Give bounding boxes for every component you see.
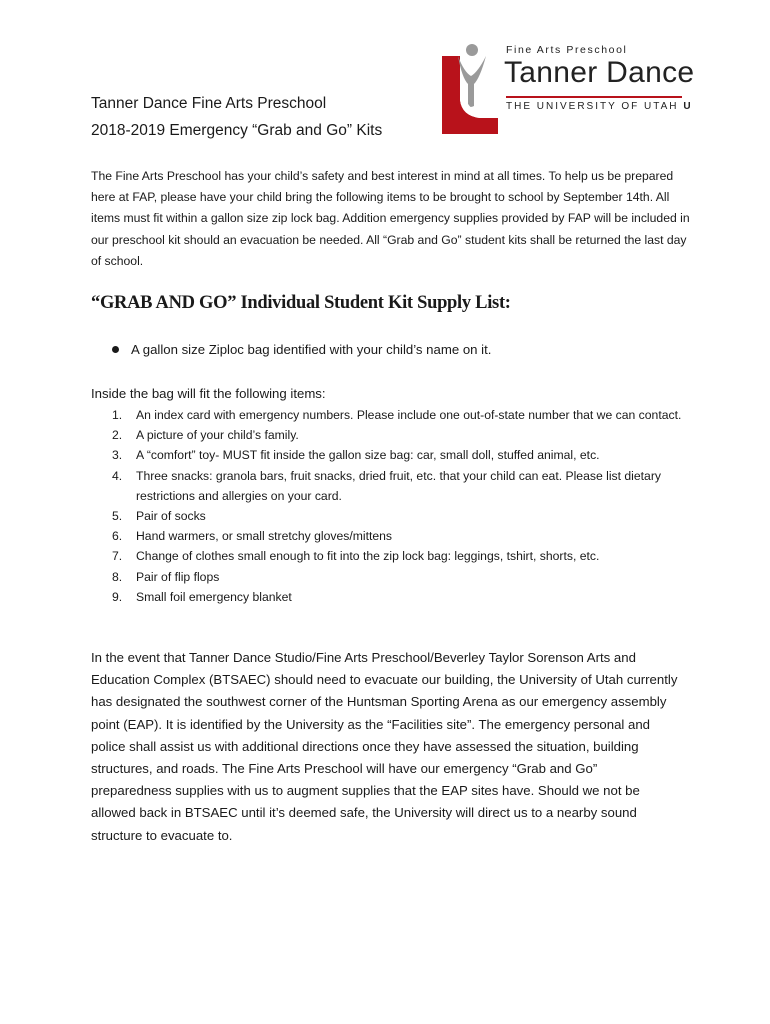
- intro-paragraph: [91, 166, 691, 272]
- supply-item-number: 9.: [112, 589, 123, 604]
- supply-item: [91, 466, 691, 506]
- supply-items-list: [91, 405, 691, 607]
- supply-item-text: A “comfort” toy- MUST fit inside the gallon size bag: car, small doll, stuffed animal, etc.: [136, 448, 600, 463]
- supply-item-number: 5.: [112, 509, 123, 524]
- supply-item-text: Pair of flip flops: [136, 569, 220, 584]
- supply-item-text: A picture of your child’s family.: [136, 428, 299, 443]
- document-title-line2: 2018-2019 Emergency “Grab and Go” Kits: [91, 122, 383, 139]
- supply-item: [91, 506, 691, 526]
- supply-item-text: Change of clothes small enough to fit into the zip lock bag: leggings, tshirt, shorts, etc.: [136, 549, 600, 564]
- supply-item-number: 4.: [112, 468, 123, 483]
- supply-item: [91, 587, 691, 607]
- logo-divider: [506, 96, 682, 98]
- dancer-logo-icon: [440, 42, 500, 134]
- supply-list-heading: “GRAB AND GO” Individual Student Kit Supply List:: [91, 293, 511, 313]
- supply-item: [91, 445, 691, 465]
- supply-item-number: 3.: [112, 448, 123, 463]
- supply-item-number: 8.: [112, 569, 123, 584]
- evacuation-paragraph: In the event that Tanner Dance Studio/Fine Arts Preschool/Beverley Taylor Sorenson Arts and Education Complex (BTSAEC) should need to evacuate our building, the University of Utah currently has designated the southwest corner of the Huntsman Sporting Arena as our emergency assembly point (EAP). It is identified by the University as the “Facilities site”. The emergency personal and police shall assist us with additional directions once they have assessed the situation, building structures, and roads. The Fine Arts Preschool will have our emergency “Grab and Go” preparedness supplies with us to augment supplies that the EAP sites have. Should we not be allowed back in BTSAEC until it’s deemed safe, the University will direct us to a nearby sound structure to evacuate to.: [91, 650, 678, 843]
- logo-tanner-dance: Tanner Dance: [504, 56, 695, 89]
- bullet-item: [112, 342, 491, 357]
- bullet-icon: [112, 346, 119, 353]
- supply-item-number: 2.: [112, 428, 123, 443]
- supply-item-number: 7.: [112, 549, 123, 564]
- supply-item-text: An index card with emergency numbers. Please include one out-of-state number that we can contact.: [136, 408, 682, 422]
- tanner-dance-logo: [440, 40, 740, 140]
- supply-item: [91, 526, 691, 546]
- supply-item-text: Pair of socks: [136, 509, 206, 524]
- logo-fine-arts-preschool: Fine Arts Preschool: [506, 44, 628, 56]
- university-u-icon: U: [683, 101, 691, 112]
- intro-text: The Fine Arts Preschool has your child’s safety and best interest in mind at all times. To help us be prepared here at FAP, please have your child bring the following items to be brought to school by September 14th. All items must fit within a gallon size zip lock bag. Addition emergency supplies provided by FAP will be included in our preschool kit should an evacuation be needed. All “Grab and Go” student kits shall be returned the last day of school.: [91, 169, 690, 268]
- logo-university-text: THE UNIVERSITY OF UTAH: [506, 101, 679, 112]
- supply-item: [91, 567, 691, 587]
- supply-item-number: 1.: [112, 408, 123, 422]
- supply-item: [91, 546, 691, 566]
- logo-university: [506, 101, 691, 112]
- supply-item-number: 6.: [112, 529, 123, 544]
- inside-bag-label: Inside the bag will fit the following items:: [91, 386, 326, 401]
- supply-item-text: Hand warmers, or small stretchy gloves/mittens: [136, 529, 393, 544]
- bullet-text: A gallon size Ziploc bag identified with your child’s name on it.: [131, 342, 492, 357]
- document-title-line1: Tanner Dance Fine Arts Preschool: [91, 95, 327, 112]
- supply-item: [91, 405, 691, 425]
- supply-item-text: Small foil emergency blanket: [136, 589, 292, 604]
- supply-item: [91, 425, 691, 445]
- supply-item-text: Three snacks: granola bars, fruit snacks, dried fruit, etc. that your child can eat. Please list dietary restrictions and allergies on your card.: [136, 468, 661, 503]
